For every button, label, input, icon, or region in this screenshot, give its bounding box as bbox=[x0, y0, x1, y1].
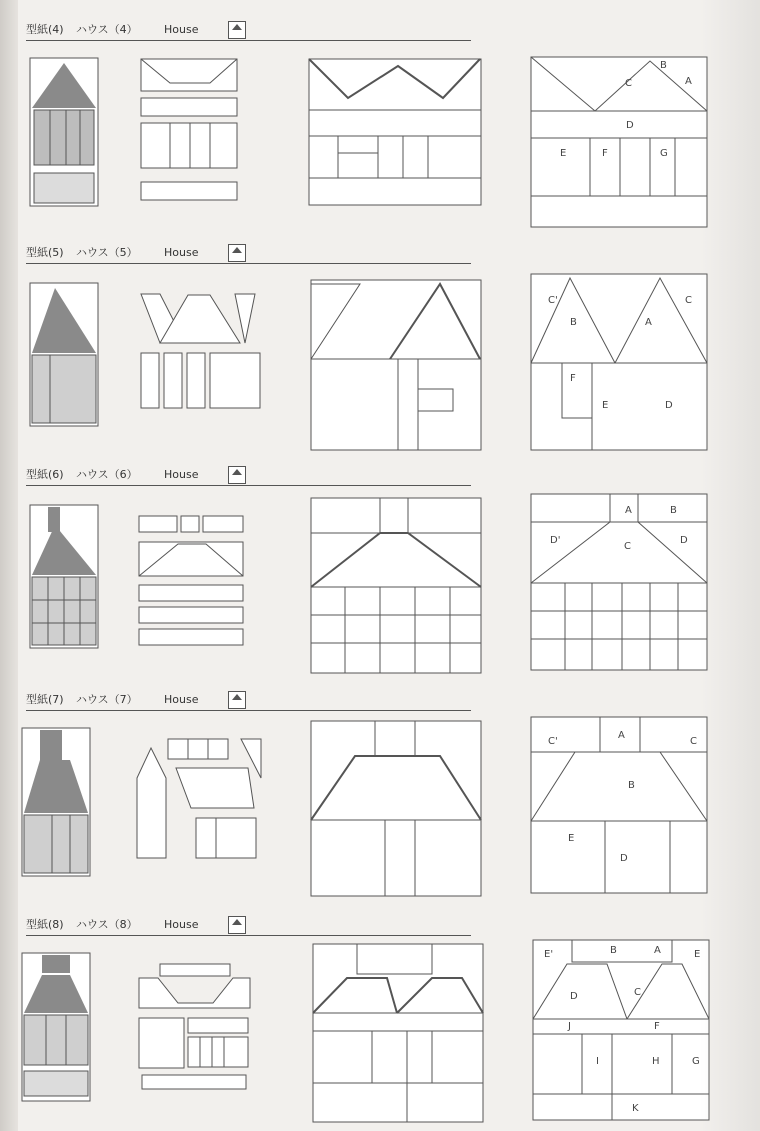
label-f: F bbox=[602, 148, 608, 159]
pattern-number: 型紙(5) bbox=[26, 246, 64, 259]
label-g: G bbox=[692, 1056, 700, 1067]
section-header bbox=[26, 20, 471, 41]
pattern-number: 型紙(8) bbox=[26, 918, 64, 931]
section-house-8 bbox=[0, 915, 760, 1131]
label-c: C bbox=[624, 541, 631, 552]
label-b: B bbox=[660, 60, 667, 71]
label-d: D bbox=[620, 853, 628, 864]
section-header bbox=[26, 243, 471, 264]
thumbnail-house bbox=[30, 58, 100, 208]
label-a: A bbox=[685, 76, 692, 87]
assembly-diagram bbox=[310, 720, 485, 900]
label-d: D bbox=[665, 400, 673, 411]
pattern-pieces bbox=[138, 963, 253, 1093]
assembly-diagram bbox=[310, 279, 485, 454]
labeled-pattern bbox=[530, 493, 710, 673]
label-a: A bbox=[618, 730, 625, 741]
label-d-prime: D' bbox=[550, 535, 561, 546]
label-c: C bbox=[625, 78, 632, 89]
labeled-pattern bbox=[532, 939, 712, 1124]
house-icon bbox=[228, 244, 246, 262]
label-k: K bbox=[632, 1103, 639, 1114]
labeled-pattern bbox=[530, 716, 710, 896]
section-house-7 bbox=[0, 690, 760, 910]
label-b: B bbox=[610, 945, 617, 956]
label-h: H bbox=[652, 1056, 660, 1067]
label-e: E bbox=[694, 949, 701, 960]
pattern-pieces bbox=[140, 293, 265, 418]
pattern-pieces bbox=[136, 738, 266, 868]
labeled-pattern bbox=[530, 273, 710, 453]
label-i: I bbox=[596, 1056, 599, 1067]
section-header bbox=[26, 465, 471, 486]
title-japanese: ハウス（8） bbox=[76, 918, 138, 931]
section-house-5 bbox=[0, 243, 760, 458]
labeled-pattern bbox=[530, 56, 710, 231]
house-icon bbox=[228, 466, 246, 484]
label-e: E bbox=[568, 833, 575, 844]
assembly-diagram bbox=[308, 58, 483, 208]
label-c: C bbox=[685, 295, 692, 306]
label-d: D bbox=[680, 535, 688, 546]
label-f: F bbox=[654, 1021, 660, 1032]
assembly-diagram bbox=[312, 943, 487, 1128]
pattern-number: 型紙(4) bbox=[26, 23, 64, 36]
title-english: House bbox=[164, 246, 199, 259]
label-g: G bbox=[660, 148, 668, 159]
label-d: D bbox=[626, 120, 634, 131]
label-c-prime: C' bbox=[548, 295, 558, 306]
label-c: C bbox=[634, 987, 641, 998]
title-english: House bbox=[164, 693, 199, 706]
label-a: A bbox=[654, 945, 661, 956]
label-b: B bbox=[670, 505, 677, 516]
label-a: A bbox=[645, 317, 652, 328]
label-e: E bbox=[560, 148, 567, 159]
title-english: House bbox=[164, 468, 199, 481]
title-english: House bbox=[164, 23, 199, 36]
thumbnail-house bbox=[22, 953, 94, 1103]
pattern-number: 型紙(7) bbox=[26, 693, 64, 706]
section-header bbox=[26, 690, 471, 711]
section-house-4 bbox=[0, 20, 760, 235]
house-icon bbox=[228, 21, 246, 39]
title-english: House bbox=[164, 918, 199, 931]
label-a: A bbox=[625, 505, 632, 516]
title-japanese: ハウス（6） bbox=[76, 468, 138, 481]
pattern-number: 型紙(6) bbox=[26, 468, 64, 481]
house-icon bbox=[228, 691, 246, 709]
house-icon bbox=[228, 916, 246, 934]
assembly-diagram bbox=[310, 497, 485, 677]
label-e: E bbox=[602, 400, 609, 411]
thumbnail-house bbox=[30, 283, 100, 428]
title-japanese: ハウス（7） bbox=[76, 693, 138, 706]
thumbnail-house bbox=[22, 728, 94, 878]
pattern-pieces bbox=[140, 58, 240, 218]
label-f: F bbox=[570, 373, 576, 384]
label-d: D bbox=[570, 991, 578, 1002]
section-header bbox=[26, 915, 471, 936]
pattern-pieces bbox=[138, 515, 248, 655]
title-japanese: ハウス（4） bbox=[76, 23, 138, 36]
label-j: J bbox=[568, 1021, 571, 1032]
section-house-6 bbox=[0, 465, 760, 680]
title-japanese: ハウス（5） bbox=[76, 246, 138, 259]
page-edge-shadow bbox=[700, 0, 760, 1131]
thumbnail-house bbox=[30, 505, 100, 650]
label-b: B bbox=[570, 317, 577, 328]
label-c: C bbox=[690, 736, 697, 747]
label-e-prime: E' bbox=[544, 949, 554, 960]
label-c-prime: C' bbox=[548, 736, 558, 747]
label-b: B bbox=[628, 780, 635, 791]
